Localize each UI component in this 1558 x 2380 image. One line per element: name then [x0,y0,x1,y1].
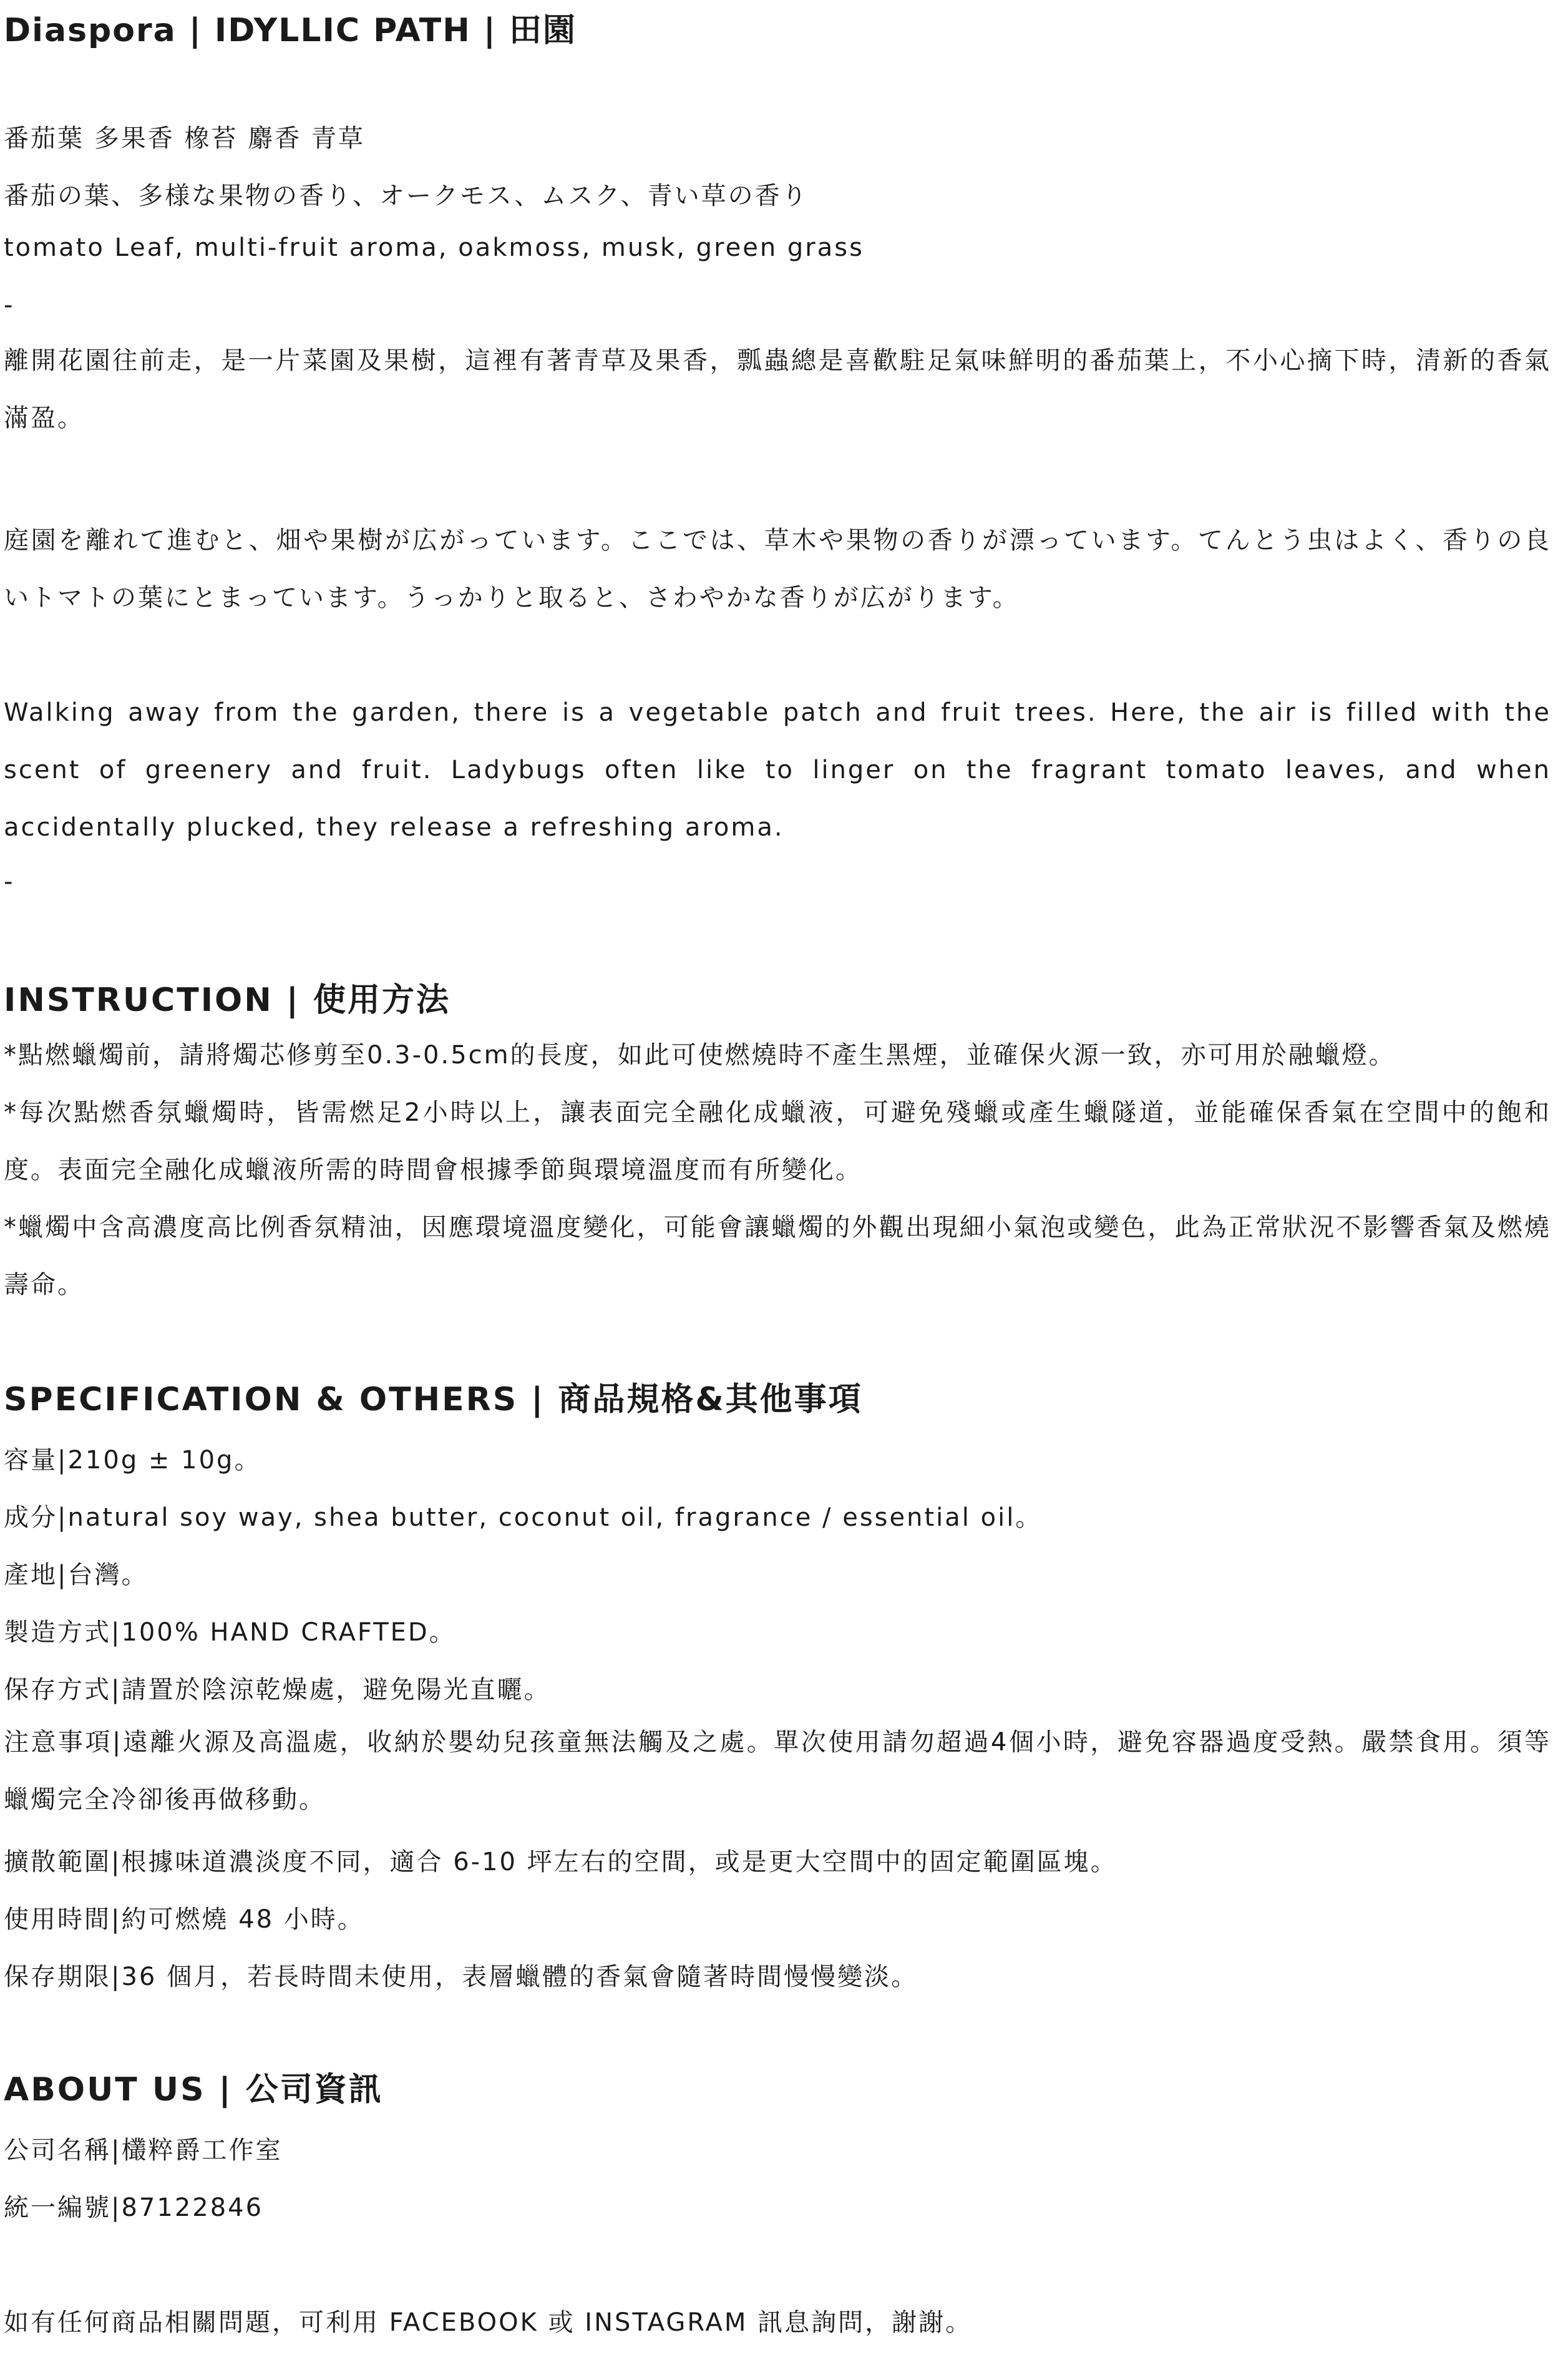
instruction-heading: INSTRUCTION | 使用方法 [4,982,450,1019]
product-title: Diaspora | IDYLLIC PATH | 田園 [4,12,577,49]
spec-row: 保存方式|請置於陰涼乾燥處，避免陽光直曬。 [4,1675,551,1704]
divider: - [4,291,13,319]
story-chinese: 離開花園往前走，是一片菜園及果樹，這裡有著青草及果香，瓢蟲總是喜歡駐足氣味鮮明的番茄葉上，不小心摘下時，清新的香氣滿盈。 [4,346,1551,432]
spec-row: 產地|台灣。 [4,1561,148,1589]
about-row: 公司名稱|欉粹爵工作室 [4,2136,283,2165]
spec-row: 製造方式|100% HAND CRAFTED。 [4,1618,456,1647]
spec-row: 注意事項|遠離火源及高溫處，收納於嬰幼兒孩童無法觸及之處。單次使用請勿超過4個小時，避免容器過度受熱。嚴禁食用。須等蠟燭完全冷卻後再做移動。 [4,1728,1551,1814]
instruction-item: *每次點燃香氛蠟燭時，皆需燃足2小時以上，讓表面完全融化成蠟液，可避免殘蠟或產生蠟隧道，並能確保香氣在空間中的飽和度。表面完全融化成蠟液所需的時間會根據季節與環境溫度而有所變化。 [4,1098,1551,1184]
spec-row: 保存期限|36 個月，若長時間未使用，表層蠟體的香氣會隨著時間慢慢變淡。 [4,1963,918,1991]
notes-chinese: 番茄葉 多果香 橡苔 麝香 青草 [4,124,365,153]
spec-row: 容量|210g ± 10g。 [4,1446,261,1475]
divider: - [4,867,13,896]
story-japanese: 庭園を離れて進むと、畑や果樹が広がっています。ここでは、草木や果物の香りが漂っています。てんとう虫はよく、香りの良いトマトの葉にとまっています。うっかりと取ると、さわやかな香りが広がります。 [4,526,1551,612]
footer-note: 如有任何商品相關問題，可利用 FACEBOOK 或 INSTAGRAM 訊息詢問，謝謝。 [4,2308,973,2337]
spec-row: 使用時間|約可燃燒 48 小時。 [4,1905,364,1934]
about-heading: ABOUT US | 公司資訊 [4,2071,383,2109]
spec-row: 成分|natural soy way, shea butter, coconut oil, fragrance / essential oil。 [4,1503,1043,1532]
spec-row: 擴散範圍|根據味道濃淡度不同，適合 6-10 坪左右的空間，或是更大空間中的固定範圍區塊。 [4,1848,1117,1876]
instruction-item: *點燃蠟燭前，請將燭芯修剪至0.3-0.5cm的長度，如此可使燃燒時不產生黑煙，並確保火源一致，亦可用於融蠟燈。 [4,1041,1396,1070]
about-row: 統一編號|87122846 [4,2193,264,2222]
story-english: Walking away from the garden, there is a vegetable patch and fruit trees. Here, the air is filled with the scent of greenery and fruit. Ladybugs often like to linger on the fragrant tomato leaves, and when accidentally plucked, they release a refreshing aroma. [4,698,1551,842]
notes-english: tomato Leaf, multi-fruit aroma, oakmoss, musk, green grass [4,233,864,262]
specification-heading: SPECIFICATION & OTHERS | 商品規格&其他事項 [4,1381,863,1418]
notes-japanese: 番茄の葉、多様な果物の香り、オークモス、ムスク、青い草の香り [4,182,809,210]
instruction-item: *蠟燭中含高濃度高比例香氛精油，因應環境溫度變化，可能會讓蠟燭的外觀出現細小氣泡或變色，此為正常狀況不影響香氣及燃燒壽命。 [4,1213,1551,1299]
